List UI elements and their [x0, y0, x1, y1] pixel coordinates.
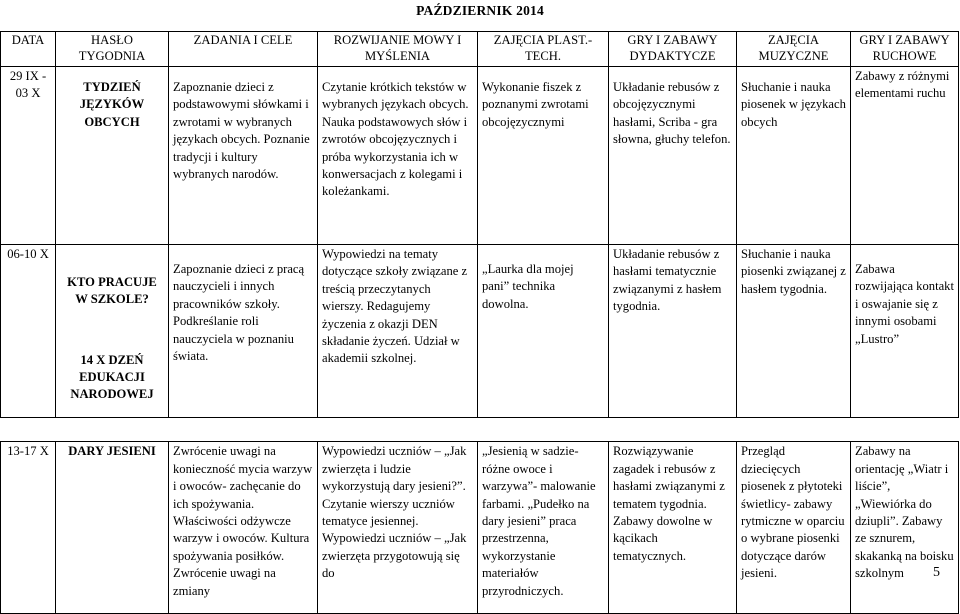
row-games: Układanie rebusów z hasłami tematycznie związanymi z hasłem tygodnia. [609, 245, 737, 418]
motto-note: 14 X DZEŃ EDUKACJI NARODOWEJ [70, 352, 154, 402]
row-tasks: Zwrócenie uwagi na konieczność mycia warzyw i owoców- zachęcanie do ich spożywania. Właściwości odżywcze warzyw i owoców. Kultura spożywania posiłków. Zwrócenie uwagi na zmiany [169, 442, 318, 614]
row-games: Rozwiązywanie zagadek i rebusów z hasłami związanymi z tematem tygodnia. Zabawy dowolne w kącikach tematycznych. [609, 442, 737, 614]
row-music: Słuchanie i nauka piosenki związanej z hasłem tygodnia. [737, 245, 851, 418]
header-music: ZAJĘCIA MUZYCZNE [737, 32, 851, 67]
row-thinking: Wypowiedzi uczniów – „Jak zwierzęta i ludzie wykorzystują dary jesieni?”. Czytanie wierszy uczniów tematyce jesiennej. Wypowiedzi uczniów – „Jak zwierzęta przygotowują się do [318, 442, 478, 614]
row-motto [56, 67, 169, 245]
row-movement: Zabawa rozwijająca kontakt i oswajanie się z innymi osobami „Lustro” [851, 245, 959, 418]
table-row [1, 442, 959, 614]
row-motto [56, 245, 169, 418]
row-thinking: Czytanie krótkich tekstów w wybranych językach obcych. Nauka podstawowych słów i zwrotów obcojęzycznych i próba wykorzystania ich w konwersacjach z kolegami i koleżankami. [318, 67, 478, 245]
row-art: „Laurka dla mojej pani” technika dowolna. [478, 245, 609, 418]
row-date: 06-10 X [1, 245, 56, 418]
row-art: „Jesienią w sadzie- różne owoce i warzywa”- malowanie farbami. „Pudełko na dary jesieni” praca przestrzenna, wykorzystanie materiałów przyrodniczych. [478, 442, 609, 614]
spacer-row [1, 418, 959, 442]
row-tasks: Zapoznanie dzieci z pracą nauczycieli i innych pracowników szkoły. Podkreślanie roli nauczyciela w poznaniu świata. [169, 245, 318, 418]
row-motto: DARY JESIENI [56, 442, 169, 614]
row-movement: Zabawy na orientację „Wiatr i liście”, „Wiewiórka do dziupli”. Zabawy ze sznurem, skakanką na boisku szkolnym [851, 442, 959, 614]
header-row [1, 32, 959, 67]
row-games: Układanie rebusów z obcojęzycznymi hasłami, Scriba - gra słowna, głuchy telefon. [609, 67, 737, 245]
row-movement: Zabawy z różnymi elementami ruchu [851, 67, 959, 245]
motto-text: TYDZIEŃ JĘZYKÓW OBCYCH [79, 80, 145, 129]
row-music: Słuchanie i nauka piosenek w językach obcych [737, 67, 851, 245]
header-games: GRY I ZABAWY DYDAKTYCZE [609, 32, 737, 67]
plan-table [0, 31, 959, 614]
row-date: 29 IX - 03 X [1, 67, 56, 245]
page-number: 5 [933, 565, 940, 580]
row-music: Przegląd dziecięcych piosenek z płytoteki świetlicy- zabawy rytmiczne w oparciu o wybrane piosenki dotyczące darów jesieni. [737, 442, 851, 614]
header-motto: HASŁO TYGODNIA [56, 32, 169, 67]
header-date: DATA [1, 32, 56, 67]
table-row [1, 67, 959, 245]
table-row [1, 245, 959, 418]
page-title: PAŹDZIERNIK 2014 [416, 3, 544, 18]
header-thinking: ROZWIJANIE MOWY I MYŚLENIA [318, 32, 478, 67]
row-art: Wykonanie fiszek z poznanymi zwrotami obcojęzycznymi [478, 67, 609, 245]
row-thinking: Wypowiedzi na tematy dotyczące szkoły związane z treścią przeczytanych wierszy. Redagujemy życzenia z okazji DEN składanie życzeń. Udział w akademii szkolnej. [318, 245, 478, 418]
row-tasks: Zapoznanie dzieci z podstawowymi słówkami i zwrotami w wybranych językach obcych. Poznanie tradycji i kultury wybranych narodów. [169, 67, 318, 245]
header-art: ZAJĘCIA PLAST.-TECH. [478, 32, 609, 67]
row-date: 13-17 X [1, 442, 56, 614]
header-tasks: ZADANIA I CELE [169, 32, 318, 67]
motto-text: KTO PRACUJE W SZKOLE? [67, 274, 157, 306]
header-movement: GRY I ZABAWY RUCHOWE [851, 32, 959, 67]
